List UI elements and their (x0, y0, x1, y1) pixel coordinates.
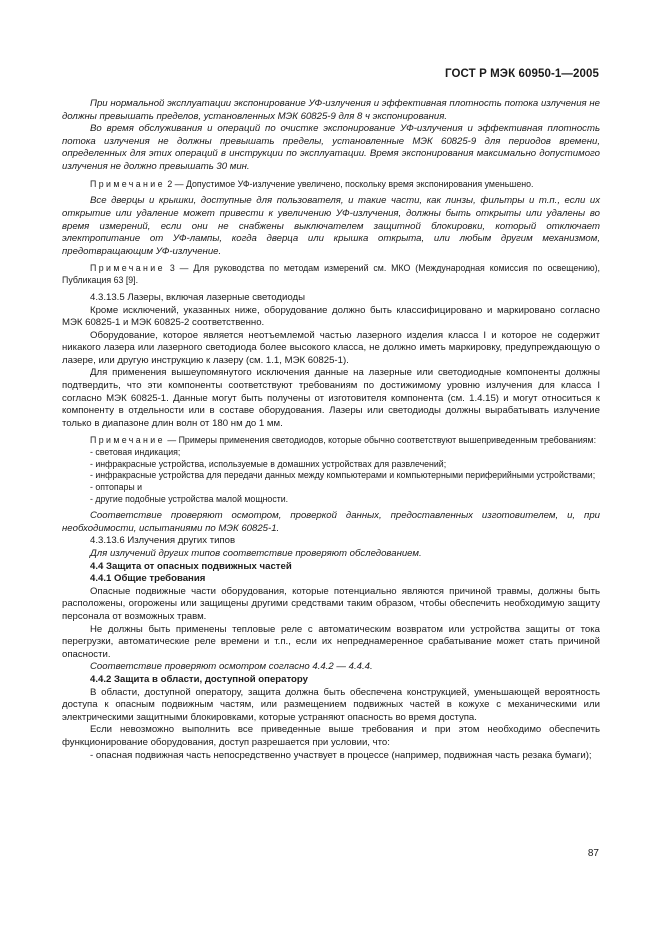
paragraph: При нормальной эксплуатации экспонирование УФ-излучения и эффективная плотность потока излучения не должны превышать пределов, установленных МЭК 60825-9 для 8 ч экспонирования. (62, 98, 600, 122)
note-3 (62, 263, 600, 287)
paragraph: Для излучений других типов соответствие проверяют обследованием. (90, 548, 422, 559)
document-header: ГОСТ Р МЭК 60950-1—2005 (445, 68, 599, 80)
paragraph: Если невозможно выполнить все приведенные выше требования и при этом необходимо обеспечить функционирование оборудования, доступ разрешается при условии, что: (62, 724, 600, 748)
list-item: - другие подобные устройства малой мощности. (90, 493, 289, 504)
note-text: 3 — Для руководства по методам измерений см. МКО (Международная комиссия по освещению), Публикация 63 [9]. (62, 263, 600, 286)
section-heading-4-3-13-6: 4.3.13.6 Излучения других типов (90, 535, 236, 547)
paragraph: Соответствие проверяют осмотром согласно 4.4.2 — 4.4.4. (90, 661, 373, 673)
note-text: — Примеры применения светодиодов, которые обычно соответствуют вышеприведенным требованиям: (164, 435, 597, 446)
section-heading-4-4-1: 4.4.1 Общие требования (90, 573, 206, 585)
section-heading-4-4: 4.4 Защита от опасных подвижных частей (90, 560, 292, 572)
paragraph: Все дверцы и крышки, доступные для пользователя, и такие части, как линзы, фильтры и т.п., если их открытие или удаление может привести к увеличению УФ-излучения, должны быть открыты или удалены во время измерений, если они не снабжены выключателем защитной блокировки, который отключает электропитание от УФ-лампы, когда дверца или крышка открыта, или любым другим механизмом, предотвращающим УФ-излучение. (62, 195, 600, 257)
page-body (62, 98, 600, 762)
paragraph: Не должны быть применены тепловые реле с автоматическим возвратом или устройства защиты от тока перегрузки, автоматические реле времени и т.п., если их непреднамеренное срабатывание может стать причиной опасности. (62, 623, 600, 660)
paragraph: Во время обслуживания и операций по очистке экспонирование УФ-излучения и эффективная плотность потока излучения не должны превышать пределы, установленные МЭК 60825-9 для периодов времени, определенных для этих операций в инструкции по эксплуатации. Время экспонирования максимально допустимого излучения не должно превышать 30 мин. (62, 123, 600, 172)
note-examples (62, 435, 600, 447)
note-label: Примечание (90, 263, 165, 274)
list-item: - оптопары и (90, 482, 143, 493)
note-text: 2 — Допустимое УФ-излучение увеличено, поскольку время экспонирования уменьшено. (164, 178, 534, 189)
paragraph: Соответствие проверяют осмотром, проверкой данных, предоставленных изготовителем, и, при необходимости, испытаниями по МЭК 60825-1. (62, 510, 600, 534)
paragraph: - опасная подвижная часть непосредственно участвует в процессе (например, подвижная часть резака бумаги); (90, 749, 592, 761)
list-item: - световая индикация; (90, 447, 181, 458)
paragraph: Для применения вышеупомянутого исключения данные на лазерные или светодиодные компоненты должны подтвердить, что эти компоненты соответствуют требованиям по достижимому уровню излучения для класса I согласно МЭК 60825-1. Данные могут быть получены от изготовителя компонента (см. 1.4.15) и могут относиться к компоненту в отдельности или в составе оборудования. Лазеры или светодиоды должны вырабатывать излучение только в диапазоне длин волн от 180 нм до 1 мм. (62, 367, 600, 429)
section-heading-4-3-13-5: 4.3.13.5 Лазеры, включая лазерные светодиоды (90, 291, 306, 303)
note-label: Примечание (90, 178, 165, 189)
list-item: - инфракрасные устройства, используемые в домашних устройствах для развлечений; (90, 458, 447, 469)
paragraph: Опасные подвижные части оборудования, которые потенциально являются причиной травмы, должны быть расположены, огорожены или защищены другими средствами таким образом, чтобы обеспечить необходимую защиту персонала от возможных травм. (62, 585, 600, 622)
paragraph: Кроме исключений, указанных ниже, оборудование должно быть классифицировано и маркировано согласно МЭК 60825-1 и МЭК 60825-2 соответственно. (62, 304, 600, 329)
note-label: Примечание (90, 435, 165, 446)
list-item: - инфракрасные устройства для передачи данных между компьютерами и компьютерными периферийными устройствами; (90, 470, 596, 481)
paragraph: В области, доступной оператору, защита должна быть обеспечена конструкцией, уменьшающей вероятность доступа к опасным подвижным частям, или размещением подвижных частей в кожухе с механическими или электрическими защитными блокировками, которые устраняют опасность во время доступа. (62, 686, 600, 723)
note-2 (62, 179, 600, 191)
page-number: 87 (587, 848, 599, 859)
section-heading-4-4-2: 4.4.2 Защита в области, доступной оператору (90, 673, 308, 685)
paragraph: Оборудование, которое является неотъемлемой частью лазерного изделия класса I и которое не содержит никакого лазера или лазерного светодиода более высокого класса, не должно иметь маркировку, предупреждающую о лазере, или другую инструкцию к лазеру (см. 1.1, МЭК 60825-1). (62, 329, 600, 366)
